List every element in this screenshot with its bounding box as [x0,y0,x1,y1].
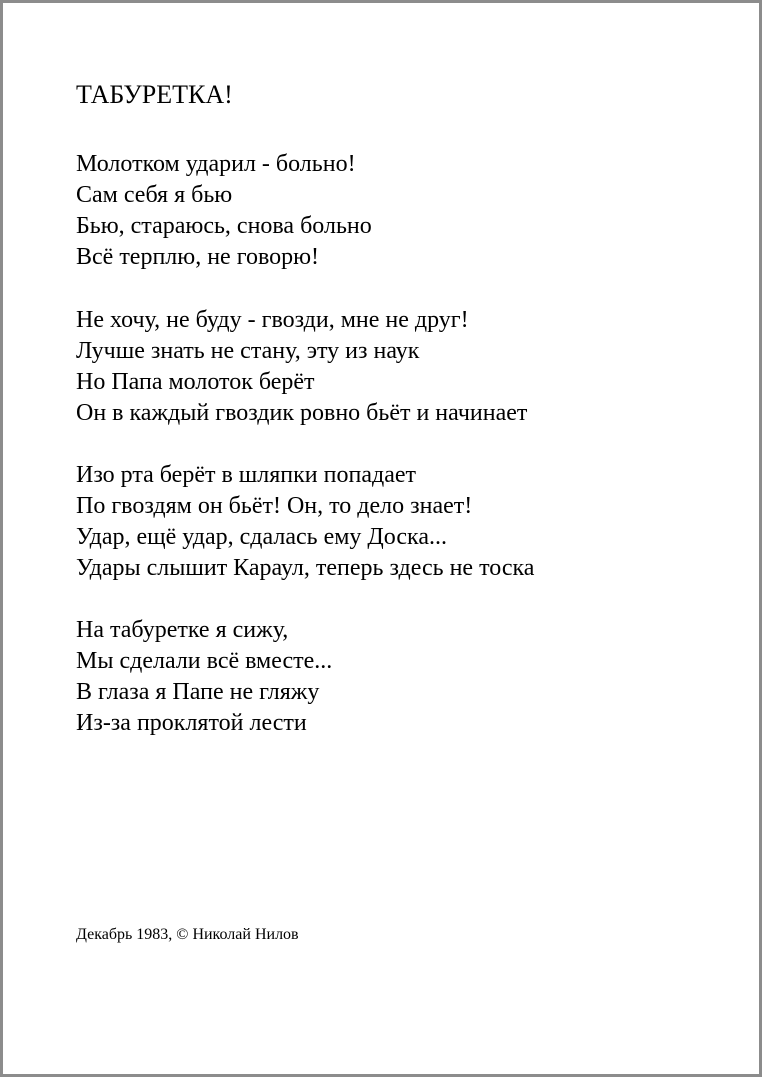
stanza-1 [76,149,372,273]
poem-line: Молотком ударил - больно! [76,151,356,177]
poem-line: По гвоздям он бьёт! Он, то дело знает! [76,493,473,519]
poem-line: Мы сделали всё вместе... [76,648,333,674]
poem-line: Но Папа молоток берёт [76,369,315,395]
poem-line: Он в каждый гвоздик ровно бьёт и начинает [76,400,528,426]
poem-line: Лучше знать не стану, эту из наук [76,338,420,364]
poem-title: ТАБУРЕТКА! [76,80,233,109]
poem-line: Изо рта берёт в шляпки попадает [76,462,416,488]
poem-line: На табуретке я сижу, [76,617,289,643]
poem-line: Всё терплю, не говорю! [76,244,320,270]
poem-line: Бью, стараюсь, снова больно [76,213,372,239]
author-footer: Декабрь 1983, © Николай Нилов [76,926,299,943]
poem-line: Из-за проклятой лести [76,710,307,736]
poem-line: Не хочу, не буду - гвозди, мне не друг! [76,307,469,333]
stanza-4 [76,615,332,739]
stanza-2 [76,305,527,429]
poem-line: Удар, ещё удар, сдалась ему Доска... [76,524,447,550]
stanza-3 [76,460,534,584]
poem-line: Удары слышит Караул, теперь здесь не тоска [76,555,535,581]
poem-line: В глаза я Папе не гляжу [76,679,320,705]
poem-line: Сам себя я бью [76,182,233,208]
